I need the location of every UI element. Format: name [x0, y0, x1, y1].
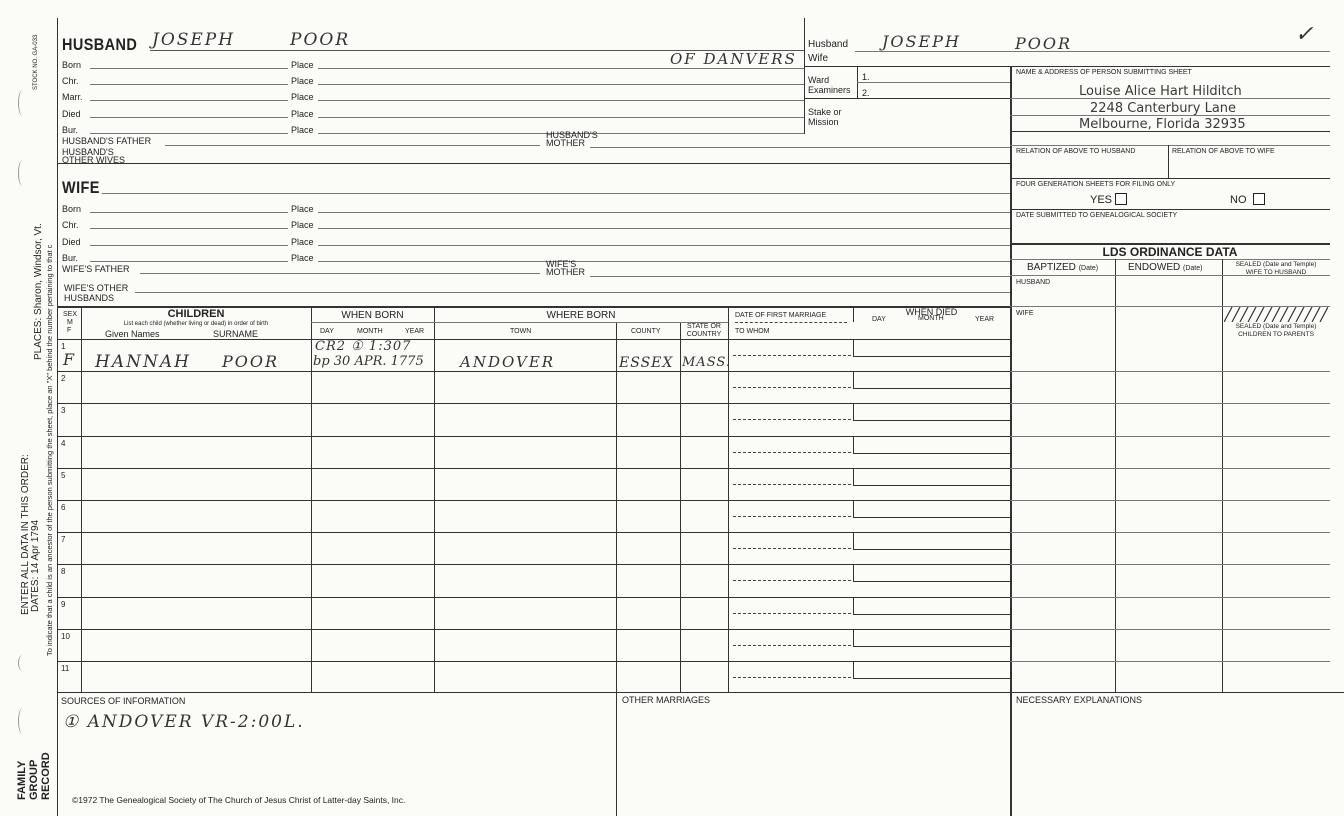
copyright-notice: ©1972 The Genealogical Society of The Church of Jesus Christ of Latter-day Saints, Inc. [72, 795, 406, 805]
left-border-line [57, 18, 58, 816]
child-row-number: 10 [61, 632, 70, 641]
where-born-header: WHERE BORN [546, 310, 616, 321]
when-died-header: WHEN DIED [905, 307, 958, 317]
lds-row-line [1010, 629, 1330, 630]
lds-row-line [1010, 532, 1330, 533]
husband-marr-label: Marr. [62, 92, 83, 102]
child-row-line [57, 371, 1010, 372]
marriage-date-dash [733, 677, 851, 678]
child-row-line [57, 629, 1010, 630]
endowed-label: ENDOWED (Date) [1128, 262, 1203, 273]
lds-col-divider-2 [1222, 259, 1223, 692]
died-line [853, 678, 1010, 679]
state-header: STATE OR COUNTRY [686, 323, 722, 338]
lds-row-line [1010, 500, 1330, 501]
child-1-county[interactable]: ESSEX [619, 355, 674, 371]
child-row-number: 9 [61, 600, 66, 609]
marriage-header-dash [735, 322, 847, 323]
stake-mission-label: Stake or Mission [808, 107, 842, 127]
husband-died-label: Died [62, 109, 81, 119]
wife-father-label: WIFE'S FATHER [62, 264, 130, 274]
places-note: PLACES: Sharon, Windsor, Vt. [33, 223, 44, 360]
header-husband-line [855, 51, 1330, 52]
children-note: List each child (whether living or dead) in order of birth [123, 321, 269, 327]
submitter-name[interactable]: Louise Alice Hart Hilditch [1079, 84, 1242, 99]
died-bracket [853, 630, 854, 646]
four-gen-yes-label: YES [1090, 194, 1113, 206]
wife-name-line [102, 193, 1010, 194]
footer-divider-1 [616, 692, 617, 816]
relation-bottom-line [1010, 178, 1330, 179]
died-bracket [853, 598, 854, 614]
four-gen-bottom-line [1010, 209, 1330, 210]
husband-marr-place-line [318, 100, 804, 101]
ward-label: Ward [808, 75, 830, 85]
relation-top-line [1010, 145, 1330, 146]
husband-bur-label: Bur. [62, 125, 79, 135]
child-1-town[interactable]: ANDOVER [460, 353, 556, 371]
husband-father-label: HUSBAND'S FATHER [62, 136, 152, 146]
marriage-date-dash [733, 516, 851, 517]
lds-row-line [1010, 468, 1330, 469]
husband-chr-place-label: Place [291, 76, 314, 86]
husband-born-place-line [318, 68, 804, 69]
form-title: FAMILY GROUP RECORD [16, 752, 52, 800]
died-day-header: DAY [872, 316, 886, 323]
wife-died-place-line [318, 245, 1010, 246]
four-gen-no-label: NO [1230, 194, 1247, 206]
died-year-header: YEAR [975, 316, 995, 323]
husband-chr-label: Chr. [62, 76, 79, 86]
child-1-birth-date[interactable]: bp 30 APR. 1775 [313, 354, 424, 369]
enter-order-note: ENTER ALL DATA IN THIS ORDER: [20, 454, 31, 615]
child-row-number: 1 [61, 342, 66, 351]
wife-born-line [90, 212, 288, 213]
date-submitted-label: DATE SUBMITTED TO GENEALOGICAL SOCIETY [1016, 212, 1178, 219]
husband-given-name[interactable]: JOSEPH [152, 30, 236, 50]
child-1-sex[interactable]: F [63, 350, 75, 369]
header-husband-given[interactable]: JOSEPH [882, 32, 961, 51]
child-1-given[interactable]: HANNAH [95, 352, 191, 372]
husband-died-line [90, 117, 288, 118]
husband-born-label: Born [62, 60, 82, 70]
lds-row-line [1010, 436, 1330, 437]
marriage-date-dash [733, 548, 851, 549]
child-row-number: 6 [61, 503, 66, 512]
died-line [853, 517, 1010, 518]
submitter-line-1 [1010, 98, 1330, 99]
wife-mother-label: WIFE'S MOTHER [546, 259, 585, 277]
wife-born-place-label: Place [291, 204, 314, 214]
marriage-date-dash [733, 645, 851, 646]
col-divider-county [680, 322, 681, 692]
county-header: COUNTY [631, 328, 661, 335]
died-bracket [853, 469, 854, 485]
lds-wife-label: WIFE [1016, 310, 1034, 317]
husband-marr-line [90, 100, 288, 101]
lds-row-line [1010, 371, 1330, 372]
husband-other-wives-label: HUSBAND'S OTHER WIVES [62, 147, 126, 165]
died-line [853, 549, 1010, 550]
wife-died-place-label: Place [291, 237, 314, 247]
child-row-line [57, 500, 1010, 501]
wife-born-label: Born [62, 204, 82, 214]
died-bracket [853, 565, 854, 581]
submitter-city[interactable]: Melbourne, Florida 32935 [1079, 117, 1246, 132]
stock-number: STOCK NO. GA-033 [33, 34, 39, 90]
died-month-header: MONTH [918, 315, 944, 322]
examiner-2: 2. [862, 88, 870, 98]
child-row-number: 8 [61, 567, 66, 576]
sex-column-header: SEX M F [63, 311, 78, 334]
when-born-header: WHEN BORN [341, 310, 404, 321]
child-row-number: 2 [61, 374, 66, 383]
died-line [853, 420, 1010, 421]
lds-row-line [1010, 661, 1330, 662]
child-row-number: 11 [61, 664, 70, 673]
husband-father-line [165, 145, 540, 146]
child-row-line [57, 564, 1010, 565]
died-bracket [853, 533, 854, 549]
lds-title-line [1010, 259, 1330, 260]
explanations-label: NECESSARY EXPLANATIONS [1016, 695, 1143, 705]
col-divider-when-born [434, 306, 435, 692]
wife-other-husbands-line [135, 292, 1010, 293]
child-row-number: 4 [61, 439, 66, 448]
wife-section-top-line [57, 163, 1010, 164]
examiners-bottom-line [804, 98, 1010, 99]
wife-mother-line [590, 276, 1010, 277]
ancestor-indicate-note: To indicate that a child is an ancestor of the person submitting the sheet, place an "X" behind the number pertaining to that c [45, 244, 54, 656]
child-row-number: 5 [61, 471, 66, 480]
born-year-header: YEAR [405, 328, 425, 335]
died-line [853, 614, 1010, 615]
punch-hole-mark [18, 90, 27, 116]
four-gen-no-checkbox[interactable] [1253, 193, 1265, 205]
check-mark: ✓ [1295, 22, 1316, 47]
submitter-bottom-line [1010, 131, 1330, 132]
sealed-children-label: SEALED (Date and Temple) CHILDREN TO PARENTS [1235, 323, 1317, 338]
husband-born-line [90, 68, 288, 69]
header-right-divider [804, 18, 805, 134]
lds-husband-label: HUSBAND [1016, 279, 1051, 286]
marriage-date-dash [733, 484, 851, 485]
husband-born-place-label: Place [291, 60, 314, 70]
husband-died-place-line [318, 117, 804, 118]
four-gen-yes-checkbox[interactable] [1115, 193, 1127, 205]
wife-died-label: Died [62, 237, 81, 247]
lds-row-line [1010, 403, 1330, 404]
died-line [853, 388, 1010, 389]
wife-chr-line [90, 228, 288, 229]
died-line [853, 581, 1010, 582]
born-month-header: MONTH [357, 328, 383, 335]
wife-died-line [90, 245, 288, 246]
marriage-date-dash [733, 452, 851, 453]
punch-hole-mark [18, 160, 27, 186]
when-born-sub-line [311, 322, 434, 323]
wife-other-husbands-label: WIFE'S OTHER HUSBANDS [64, 283, 129, 303]
header-husband-surname[interactable]: POOR [1015, 34, 1073, 53]
surname-header: SURNAME [213, 329, 259, 339]
baptized-label: BAPTIZED (Date) [1027, 262, 1099, 273]
child-row-number: 7 [61, 535, 66, 544]
to-whom-header: TO WHOM [735, 328, 770, 335]
marriage-date-dash [733, 580, 851, 581]
husband-mother-line [590, 147, 1010, 148]
lds-title: LDS ORDINANCE DATA [1102, 245, 1238, 259]
first-marriage-header: DATE OF FIRST MARRIAGE [735, 312, 827, 319]
child-row-line [57, 436, 1010, 437]
punch-hole-mark [18, 655, 27, 671]
examiner-separator [857, 82, 1010, 83]
wife-born-place-line [318, 212, 1010, 213]
died-bracket [853, 372, 854, 388]
four-gen-label: FOUR GENERATION SHEETS FOR FILING ONLY [1016, 181, 1176, 188]
col-divider-sex [81, 306, 82, 692]
wife-bur-place-label: Place [291, 253, 314, 263]
marriage-date-dash [733, 419, 851, 420]
header-husband-label: Husband [808, 39, 849, 50]
child-row-line [57, 661, 1010, 662]
submitter-street[interactable]: 2248 Canterbury Lane [1090, 101, 1237, 116]
wife-chr-place-line [318, 228, 1010, 229]
child-row-line [57, 403, 1010, 404]
marriage-date-dash [733, 613, 851, 614]
died-bracket [853, 340, 854, 356]
husband-heading: HUSBAND [62, 35, 138, 54]
punch-hole-mark [18, 708, 27, 734]
dates-note: DATES: 14 Apr 1794 [30, 519, 41, 612]
wife-bur-label: Bur. [62, 253, 79, 263]
husband-mother-label: HUSBAND'S MOTHER [546, 130, 598, 148]
other-marriages-label: OTHER MARRIAGES [622, 695, 711, 705]
marriage-date-dash [733, 355, 851, 356]
husband-died-place-label: Place [291, 109, 314, 119]
lds-row-line [1010, 564, 1330, 565]
born-day-header: DAY [320, 328, 334, 335]
husband-chr-line [90, 84, 288, 85]
husband-bur-place-label: Place [291, 125, 314, 135]
sources-value[interactable]: ① ANDOVER VR-2:00L. [63, 712, 305, 732]
died-line [853, 646, 1010, 647]
child-row-line [57, 468, 1010, 469]
child-1-surname[interactable]: POOR [222, 352, 280, 371]
lds-header-line [1010, 275, 1330, 276]
wife-chr-place-label: Place [291, 220, 314, 230]
child-row-number: 3 [61, 406, 66, 415]
lds-col-divider-1 [1115, 259, 1116, 692]
died-line [853, 485, 1010, 486]
relation-husband-label: RELATION OF ABOVE TO HUSBAND [1016, 148, 1136, 155]
wife-chr-label: Chr. [62, 220, 79, 230]
submitter-label: NAME & ADDRESS OF PERSON SUBMITTING SHEET [1016, 69, 1192, 76]
sources-label: SOURCES OF INFORMATION [61, 696, 186, 706]
child-row-line [57, 532, 1010, 533]
lds-row-line [1010, 597, 1330, 598]
died-bracket [853, 404, 854, 420]
wife-bur-place-line [318, 261, 1010, 262]
examiners-label: Examiners [808, 85, 851, 95]
examiner-1: 1. [862, 72, 870, 82]
town-header: TOWN [510, 328, 532, 335]
child-1-birth-note[interactable]: CR2 ① 1:307 [315, 339, 412, 354]
col-divider-children [311, 306, 312, 692]
relation-divider [1168, 145, 1169, 178]
husband-chr-place-line [318, 84, 804, 85]
died-bracket [853, 437, 854, 453]
children-header-bottom [57, 339, 1010, 340]
husband-marr-place-label: Place [291, 92, 314, 102]
children-title: CHILDREN [167, 308, 225, 320]
marriage-date-dash [733, 387, 851, 388]
child-row-line [57, 597, 1010, 598]
header-wife-label: Wife [808, 53, 828, 64]
footer-top-line [57, 692, 1344, 693]
sealed-wife-label: SEALED (Date and Temple) WIFE TO HUSBAND [1235, 261, 1317, 276]
husband-surname[interactable]: POOR [290, 30, 351, 50]
wife-father-line [140, 273, 540, 274]
died-line [853, 356, 1010, 357]
relation-wife-label: RELATION OF ABOVE TO WIFE [1172, 148, 1275, 155]
died-bracket [853, 501, 854, 517]
wife-heading: WIFE [62, 178, 100, 197]
child-1-state[interactable]: MASS. [682, 355, 731, 370]
died-line [853, 453, 1010, 454]
died-bracket [853, 662, 854, 678]
husband-bur-line [90, 133, 288, 134]
sealed-hatch-pattern [1224, 307, 1328, 322]
submitter-line-2 [1010, 115, 1330, 116]
col-divider-town [616, 322, 617, 692]
wife-bur-line [90, 261, 288, 262]
header-wife-line [804, 66, 1330, 67]
husband-residence-note[interactable]: OF DANVERS [670, 50, 797, 68]
given-names-header: Given Names [105, 329, 160, 339]
